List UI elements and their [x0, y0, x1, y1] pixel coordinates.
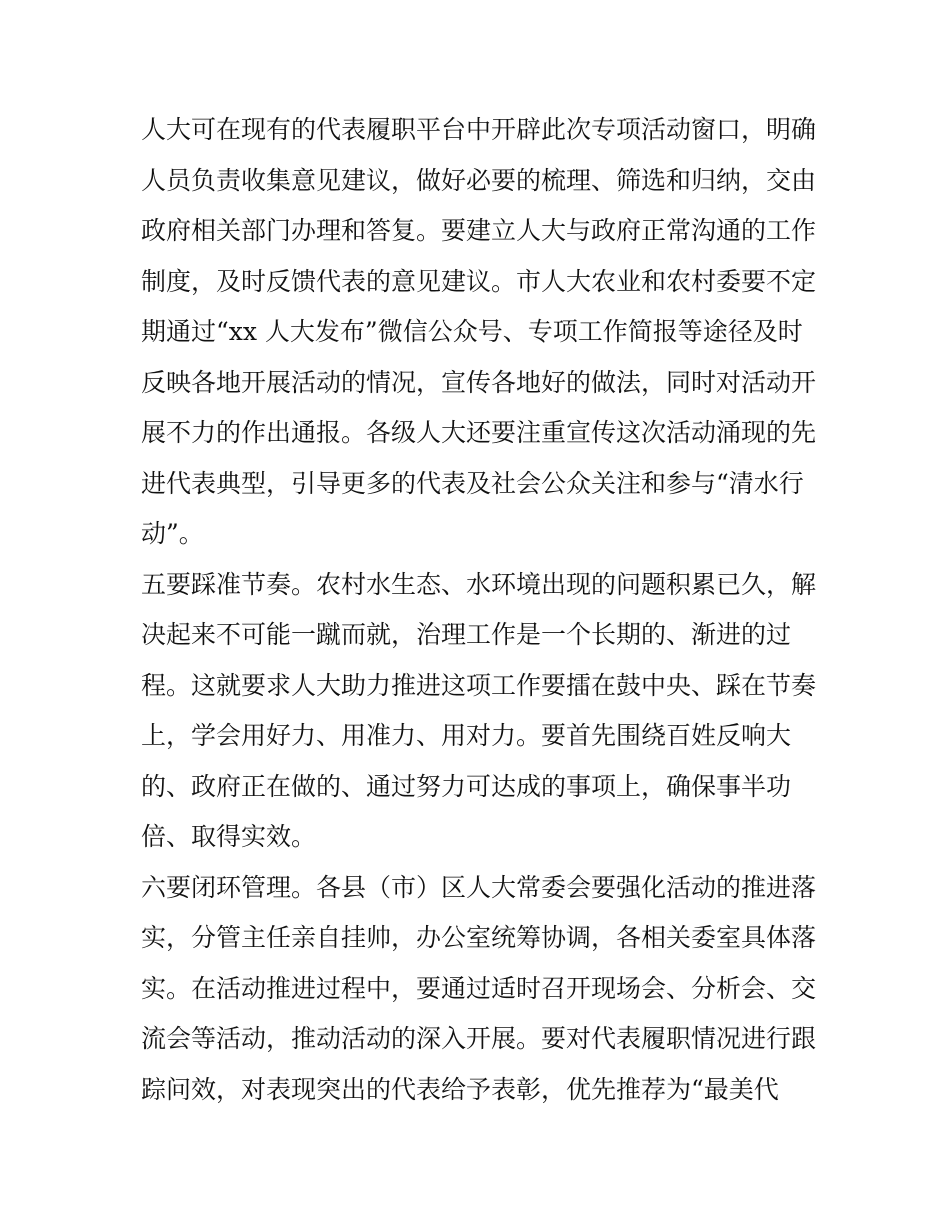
body-text-line: 动”。 — [141, 519, 204, 548]
body-text-line: 政府相关部门办理和答复。要建立人大与政府正常沟通的工作 — [141, 216, 817, 245]
body-text-line: 倍、取得实效。 — [141, 822, 317, 851]
body-text-line: 上，学会用好力、用准力、用对力。要首先围绕百姓反响大 — [141, 721, 792, 750]
body-text-line: 决起来不可能一蹴而就，治理工作是一个长期的、渐进的过 — [141, 620, 792, 649]
body-text-line: 的、政府正在做的、通过努力可达成的事项上，确保事半功 — [141, 772, 792, 801]
body-text-line: 流会等活动，推动活动的深入开展。要对代表履职情况进行跟 — [141, 1024, 817, 1053]
section-five-line: 五要踩准节奏。农村水生态、水环境出现的问题积累已久，解 — [141, 570, 817, 599]
body-text-line: 人大可在现有的代表履职平台中开辟此次专项活动窗口，明确 — [141, 115, 817, 144]
section-six-line: 六要闭环管理。各县（市）区人大常委会要强化活动的推进落 — [141, 873, 817, 902]
body-text-line: 期通过“xx 人大发布”微信公众号、专项工作简报等途径及时 — [141, 317, 803, 346]
body-text-line: 人员负责收集意见建议，做好必要的梳理、筛选和归纳，交由 — [141, 166, 817, 195]
body-text-line: 进代表典型，引导更多的代表及社会公众关注和参与“清水行 — [141, 469, 804, 498]
body-text-line: 制度，及时反馈代表的意见建议。市人大农业和农村委要不定 — [141, 267, 817, 296]
body-text-line: 展不力的作出通报。各级人大还要注重宣传这次活动涌现的先 — [141, 418, 817, 447]
body-text-line: 实，分管主任亲自挂帅，办公室统筹协调，各相关委室具体落 — [141, 923, 817, 952]
body-text-line: 反映各地开展活动的情况，宣传各地好的做法，同时对活动开 — [141, 368, 817, 397]
body-text-line: 程。这就要求人大助力推进这项工作要擂在鼓中央、踩在节奏 — [141, 671, 817, 700]
body-text-line: 实。在活动推进过程中，要通过适时召开现场会、分析会、交 — [141, 974, 817, 1003]
body-text-line: 踪问效，对表现突出的代表给予表彰，优先推荐为“最美代 — [141, 1075, 779, 1104]
